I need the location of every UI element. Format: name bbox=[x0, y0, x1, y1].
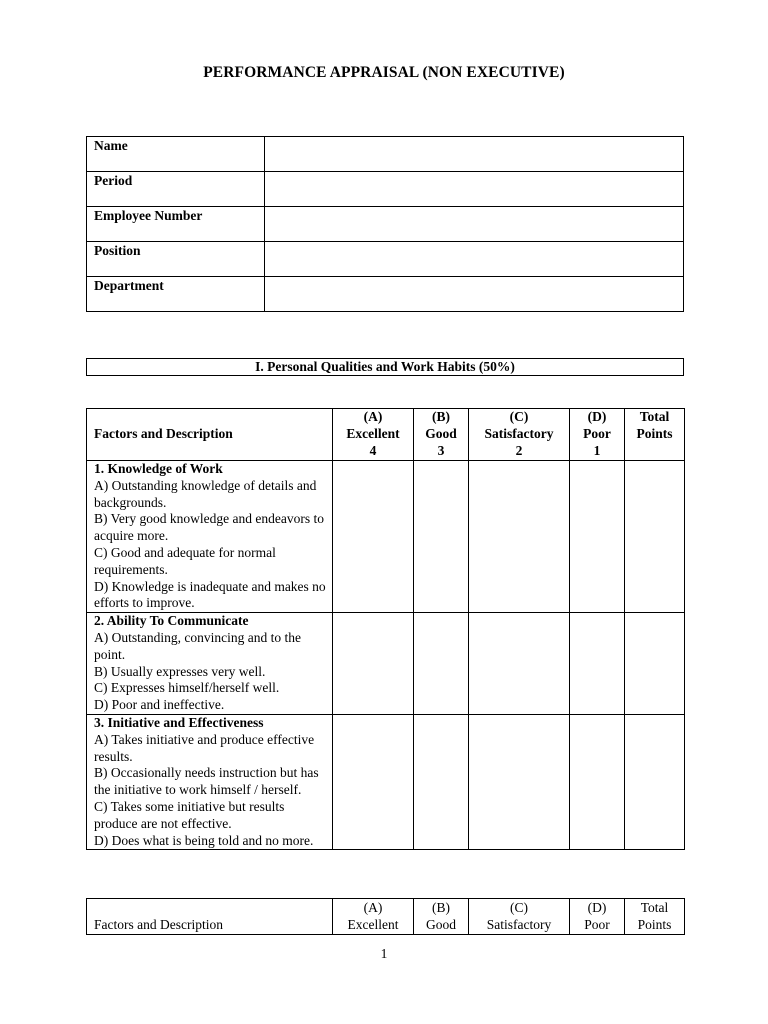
total-points-cell[interactable] bbox=[625, 613, 685, 715]
excellent-score: 4 bbox=[369, 442, 377, 458]
total-label-line2: Points bbox=[637, 916, 672, 932]
score-cell-satisfactory[interactable] bbox=[469, 613, 570, 715]
factor-option: C) Good and adequate for normal requirements. bbox=[94, 544, 276, 577]
factor-row-initiative bbox=[87, 714, 685, 849]
factors-table bbox=[86, 408, 685, 850]
name-field[interactable] bbox=[265, 137, 684, 172]
position-label: Position bbox=[87, 242, 265, 277]
info-row-period bbox=[87, 172, 684, 207]
total-points-cell[interactable] bbox=[625, 461, 685, 613]
factor-option: C) Expresses himself/herself well. bbox=[94, 680, 280, 696]
good-label: Good bbox=[426, 916, 456, 932]
satisfactory-header bbox=[469, 409, 570, 461]
factor-option: B) Very good knowledge and endeavors to acquire more. bbox=[94, 511, 324, 544]
page-number: 1 bbox=[380, 946, 388, 961]
score-cell-good[interactable] bbox=[414, 613, 469, 715]
score-cell-excellent[interactable] bbox=[333, 613, 414, 715]
score-cell-poor[interactable] bbox=[570, 461, 625, 613]
score-cell-good[interactable] bbox=[414, 461, 469, 613]
good-code: (B) bbox=[432, 409, 450, 425]
good-score: 3 bbox=[437, 442, 445, 458]
total-points-cell[interactable] bbox=[625, 714, 685, 849]
factor-option: D) Knowledge is inadequate and makes no efforts to improve. bbox=[94, 578, 326, 611]
score-cell-good[interactable] bbox=[414, 714, 469, 849]
satisfactory-code: (C) bbox=[510, 900, 528, 915]
factor-option: C) Takes some initiative but results produce are not effective. bbox=[94, 798, 285, 831]
factor-description bbox=[87, 714, 333, 849]
factor-title: 3. Initiative and Effectiveness bbox=[94, 714, 264, 730]
info-row-employee-number bbox=[87, 207, 684, 242]
total-label-line2: Points bbox=[636, 426, 673, 441]
poor-score: 1 bbox=[593, 442, 601, 458]
good-label: Good bbox=[425, 426, 457, 442]
period-label: Period bbox=[87, 172, 265, 207]
department-field[interactable] bbox=[265, 277, 684, 312]
satisfactory-score: 2 bbox=[515, 442, 523, 458]
total-points-header bbox=[625, 899, 685, 935]
excellent-code: (A) bbox=[363, 409, 383, 425]
factor-option: A) Outstanding knowledge of details and backgrounds. bbox=[94, 477, 317, 510]
factor-option: A) Takes initiative and produce effective results. bbox=[94, 731, 315, 764]
poor-label: Poor bbox=[584, 916, 610, 932]
excellent-header bbox=[333, 409, 414, 461]
section-header-table bbox=[86, 358, 684, 376]
position-field[interactable] bbox=[265, 242, 684, 277]
satisfactory-header bbox=[469, 899, 570, 935]
factor-option: D) Poor and ineffective. bbox=[94, 697, 225, 713]
score-cell-excellent[interactable] bbox=[333, 714, 414, 849]
score-cell-satisfactory[interactable] bbox=[469, 461, 570, 613]
table-header-row bbox=[87, 409, 685, 461]
factor-title: 1. Knowledge of Work bbox=[94, 461, 223, 476]
factor-option: B) Usually expresses very well. bbox=[94, 663, 266, 679]
factor-option: D) Does what is being told and no more. bbox=[94, 832, 314, 848]
poor-header bbox=[570, 409, 625, 461]
satisfactory-code: (C) bbox=[509, 409, 529, 425]
score-cell-poor[interactable] bbox=[570, 613, 625, 715]
section-title: I. Personal Qualities and Work Habits (50%) bbox=[87, 359, 684, 376]
total-points-header bbox=[625, 409, 685, 461]
continuation-header-row bbox=[87, 899, 685, 935]
good-header bbox=[414, 899, 469, 935]
score-cell-poor[interactable] bbox=[570, 714, 625, 849]
satisfactory-label: Satisfactory bbox=[484, 426, 554, 442]
factor-row-communicate bbox=[87, 613, 685, 715]
period-field[interactable] bbox=[265, 172, 684, 207]
satisfactory-label: Satisfactory bbox=[486, 916, 552, 932]
employee-number-label: Employee Number bbox=[87, 207, 265, 242]
good-code: (B) bbox=[432, 900, 450, 915]
excellent-code: (A) bbox=[363, 900, 383, 915]
info-row-name bbox=[87, 137, 684, 172]
factor-description bbox=[87, 613, 333, 715]
factors-header: Factors and Description bbox=[87, 409, 333, 461]
poor-code: (D) bbox=[587, 409, 607, 425]
poor-header bbox=[570, 899, 625, 935]
excellent-label: Excellent bbox=[346, 426, 400, 442]
score-cell-excellent[interactable] bbox=[333, 461, 414, 613]
poor-label: Poor bbox=[583, 426, 611, 442]
excellent-header bbox=[333, 899, 414, 935]
factor-option: A) Outstanding, convincing and to the point. bbox=[94, 629, 301, 662]
document-title: PERFORMANCE APPRAISAL (NON EXECUTIVE) bbox=[203, 64, 565, 81]
employee-number-field[interactable] bbox=[265, 207, 684, 242]
good-header bbox=[414, 409, 469, 461]
factor-row-knowledge bbox=[87, 461, 685, 613]
info-row-department bbox=[87, 277, 684, 312]
factor-option: B) Occasionally needs instruction but has the initiative to work himself / herself. bbox=[94, 765, 319, 798]
factor-description bbox=[87, 461, 333, 613]
score-cell-satisfactory[interactable] bbox=[469, 714, 570, 849]
poor-code: (D) bbox=[587, 900, 607, 915]
factors-header: Factors and Description bbox=[87, 899, 333, 935]
department-label: Department bbox=[87, 277, 265, 312]
info-row-position bbox=[87, 242, 684, 277]
total-label-line1: Total bbox=[639, 409, 670, 425]
excellent-label: Excellent bbox=[347, 916, 399, 932]
total-label-line1: Total bbox=[640, 900, 669, 915]
name-label: Name bbox=[87, 137, 265, 172]
employee-info-table bbox=[86, 136, 684, 312]
factor-title: 2. Ability To Communicate bbox=[94, 613, 249, 629]
continuation-header-table bbox=[86, 898, 685, 935]
